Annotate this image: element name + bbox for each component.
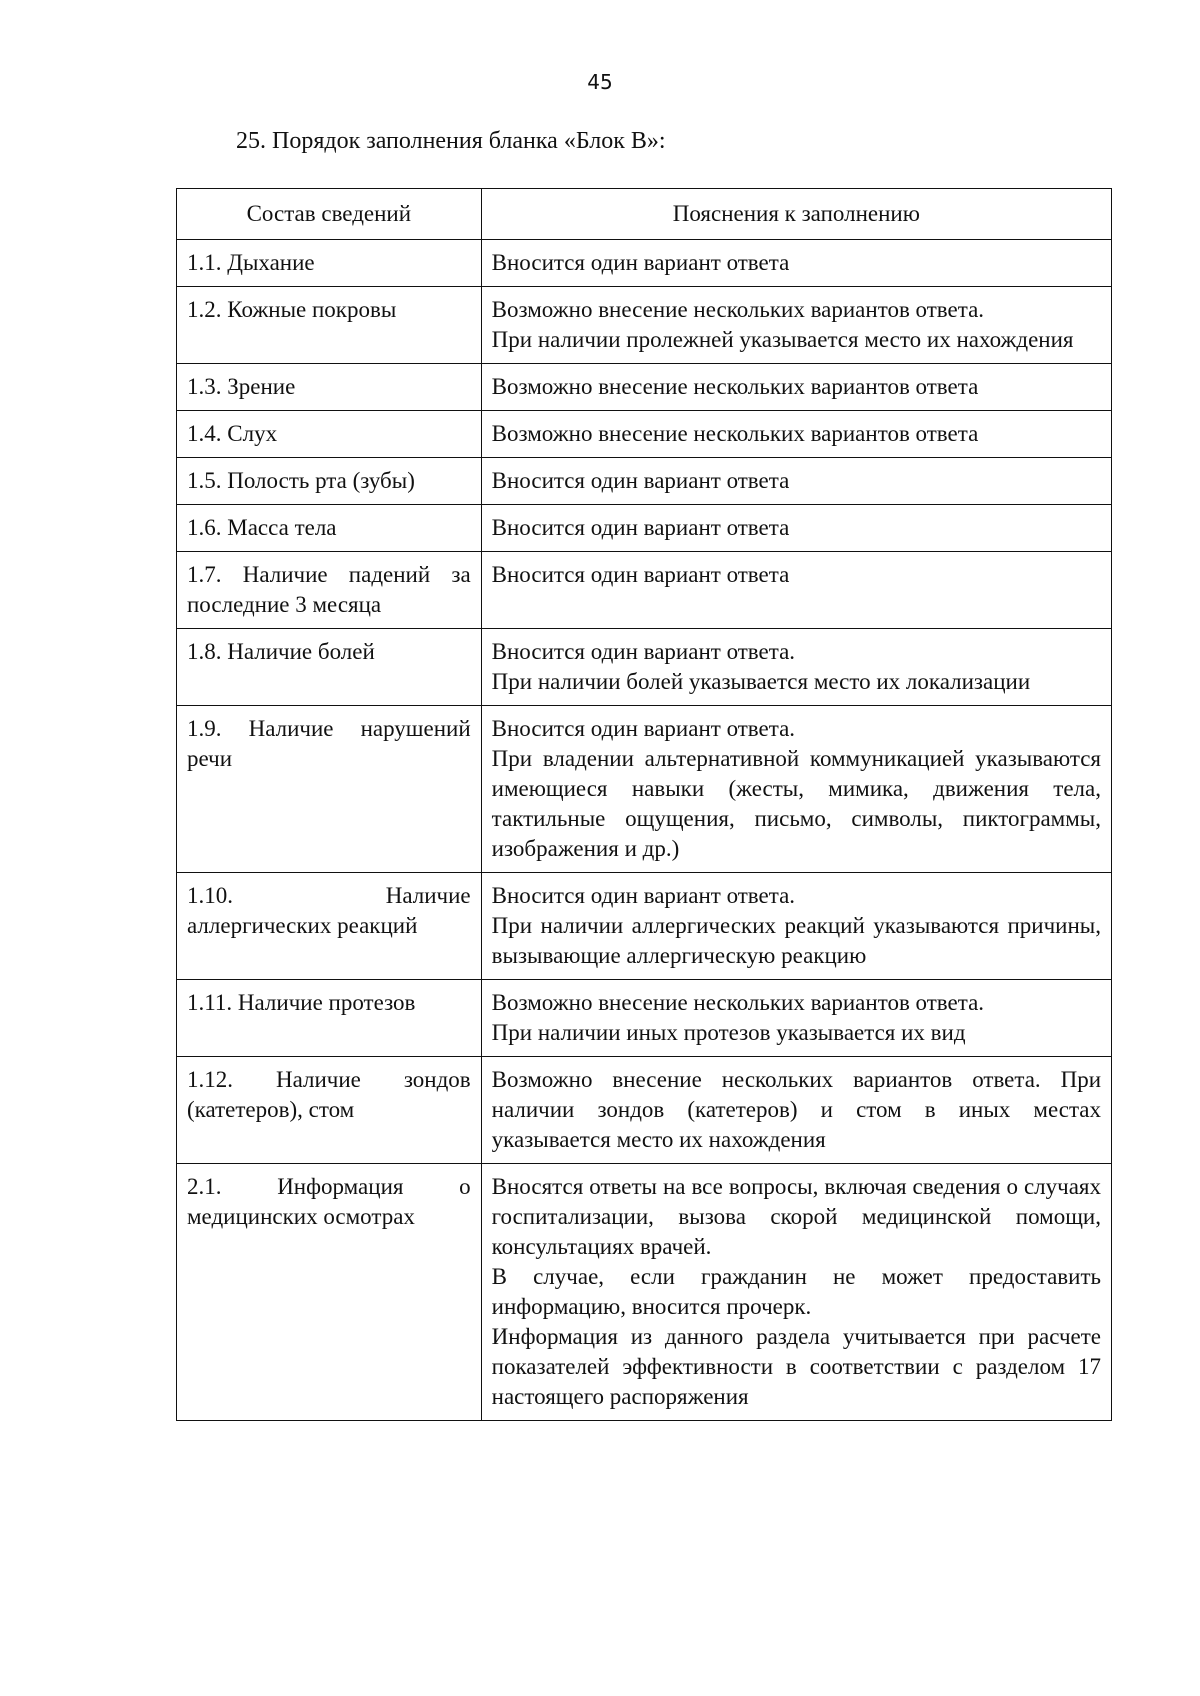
row-item-label: 1.9. Наличие нарушений речи xyxy=(177,706,482,873)
section-heading: 25. Порядок заполнения бланка «Блок В»: xyxy=(236,128,666,154)
table-header-row xyxy=(177,189,1112,240)
row-item-label: 2.1. Информация о медицинских осмотрах xyxy=(177,1164,482,1421)
row-item-label: 1.3. Зрение xyxy=(177,364,482,411)
table-row xyxy=(177,1164,1112,1421)
row-explanation xyxy=(481,411,1111,458)
explanation-paragraph: При наличии аллергических реакций указываются причины, вызывающие аллергическую реакцию xyxy=(491,913,1101,968)
explanation-paragraph: Возможно внесение нескольких вариантов ответа. xyxy=(491,297,985,322)
row-explanation xyxy=(481,629,1111,706)
table-row xyxy=(177,411,1112,458)
explanation-paragraph: Вносится один вариант ответа xyxy=(491,250,790,275)
row-explanation xyxy=(481,1057,1111,1164)
table-row xyxy=(177,980,1112,1057)
row-explanation xyxy=(481,505,1111,552)
row-item-label: 1.10. Наличие аллергических реакций xyxy=(177,873,482,980)
table-row xyxy=(177,629,1112,706)
row-item-label: 1.6. Масса тела xyxy=(177,505,482,552)
table-row xyxy=(177,505,1112,552)
row-explanation xyxy=(481,364,1111,411)
explanation-paragraph: Вносится один вариант ответа xyxy=(491,562,790,587)
table-row xyxy=(177,706,1112,873)
row-explanation xyxy=(481,980,1111,1057)
row-explanation xyxy=(481,873,1111,980)
explanation-paragraph: Возможно внесение нескольких вариантов ответа. xyxy=(491,990,985,1015)
explanation-paragraph: При наличии болей указывается место их локализации xyxy=(491,669,1031,694)
row-item-label: 1.4. Слух xyxy=(177,411,482,458)
row-explanation xyxy=(481,552,1111,629)
row-item-label: 1.7. Наличие падений за последние 3 месяца xyxy=(177,552,482,629)
explanation-paragraph: Возможно внесение нескольких вариантов ответа xyxy=(491,374,979,399)
explanation-paragraph: Вносится один вариант ответа xyxy=(491,515,790,540)
table-row xyxy=(177,287,1112,364)
fill-instructions-table xyxy=(176,188,1112,1421)
table-row xyxy=(177,364,1112,411)
column-header-explanations: Пояснения к заполнению xyxy=(481,189,1111,240)
row-item-label: 1.8. Наличие болей xyxy=(177,629,482,706)
table-row xyxy=(177,1057,1112,1164)
table-row xyxy=(177,873,1112,980)
explanation-paragraph: Вносится один вариант ответа. xyxy=(491,716,796,741)
explanation-paragraph: В случае, если гражданин не может предоставить информацию, вносится прочерк. xyxy=(491,1264,1101,1319)
row-item-label: 1.11. Наличие протезов xyxy=(177,980,482,1057)
column-header-composition: Состав сведений xyxy=(177,189,482,240)
row-explanation xyxy=(481,287,1111,364)
explanation-paragraph: Возможно внесение нескольких вариантов ответа. При наличии зондов (катетеров) и стом в иных местах указывается место их нахождения xyxy=(491,1067,1101,1152)
row-explanation xyxy=(481,240,1111,287)
row-explanation xyxy=(481,1164,1111,1421)
explanation-paragraph: Информация из данного раздела учитывается при расчете показателей эффективности в соответствии с разделом 17 настоящего распоряжения xyxy=(491,1324,1101,1409)
explanation-paragraph: Возможно внесение нескольких вариантов ответа xyxy=(491,421,979,446)
explanation-paragraph: Вносится один вариант ответа. xyxy=(491,639,796,664)
table-row xyxy=(177,458,1112,505)
explanation-paragraph: При наличии пролежней указывается место их нахождения xyxy=(491,327,1074,352)
explanation-paragraph: Вносится один вариант ответа xyxy=(491,468,790,493)
table-row xyxy=(177,240,1112,287)
page-number: 45 xyxy=(587,70,613,94)
row-explanation xyxy=(481,458,1111,505)
row-item-label: 1.12. Наличие зондов (катетеров), стом xyxy=(177,1057,482,1164)
table-body xyxy=(177,240,1112,1421)
row-item-label: 1.2. Кожные покровы xyxy=(177,287,482,364)
row-explanation xyxy=(481,706,1111,873)
table-row xyxy=(177,552,1112,629)
row-item-label: 1.5. Полость рта (зубы) xyxy=(177,458,482,505)
explanation-paragraph: Вносятся ответы на все вопросы, включая сведения о случаях госпитализации, вызова скорой медицинской помощи, консультациях врачей. xyxy=(491,1174,1101,1259)
explanation-paragraph: При наличии иных протезов указывается их вид xyxy=(491,1020,966,1045)
explanation-paragraph: При владении альтернативной коммуникацией указываются имеющиеся навыки (жесты, мимика, движения тела, тактильные ощущения, письмо, символы, пиктограммы, изображения и др.) xyxy=(491,746,1101,861)
row-item-label: 1.1. Дыхание xyxy=(177,240,482,287)
explanation-paragraph: Вносится один вариант ответа. xyxy=(491,883,796,908)
